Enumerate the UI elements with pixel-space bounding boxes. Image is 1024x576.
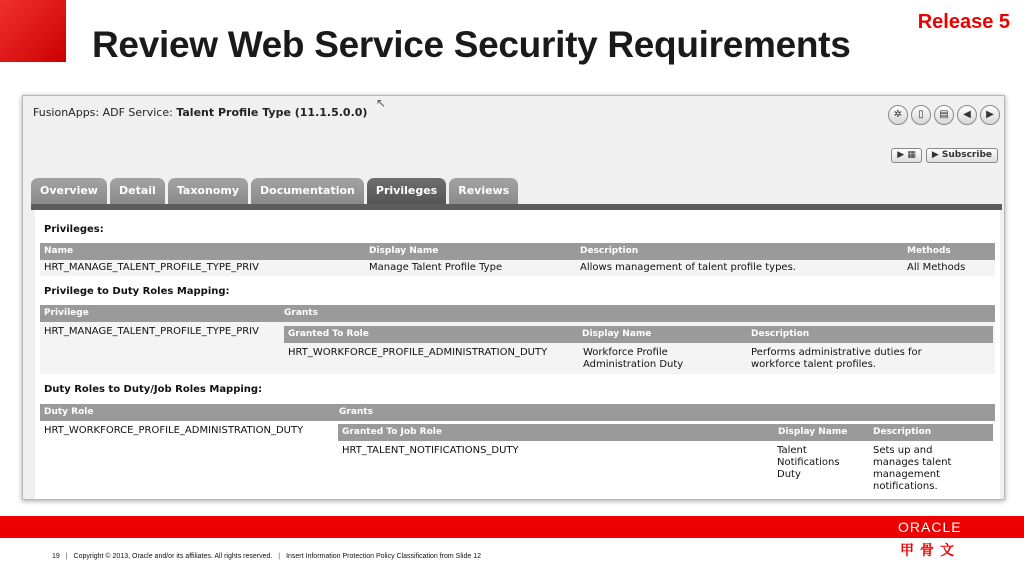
tab-detail[interactable]: Detail	[110, 178, 165, 204]
duty-grants-header	[284, 326, 993, 343]
footer	[52, 553, 481, 560]
privilege-description: Allows management of talent profile types.	[580, 262, 796, 273]
job-description-line-4: notifications.	[873, 481, 938, 492]
duty-privilege: HRT_MANAGE_TALENT_PROFILE_TYPE_PRIV	[44, 326, 259, 337]
duty-mapping-header	[40, 305, 995, 322]
job-grants-header	[338, 424, 993, 441]
footer-copyright: Copyright © 2013, Oracle and/or its affiliates. All rights reserved.	[73, 553, 273, 560]
service-header	[33, 106, 367, 119]
col-description: Description	[580, 246, 639, 256]
duty-display-line-1: Workforce Profile	[583, 347, 668, 358]
col-role-description: Description	[751, 329, 810, 339]
duty-description-line-1: Performs administrative duties for	[751, 347, 922, 358]
privileges-title: Privileges:	[44, 224, 104, 235]
job-mapping-title: Duty Roles to Duty/Job Roles Mapping:	[44, 384, 263, 395]
mouse-cursor-icon: ↖	[376, 96, 387, 110]
job-description-line-1: Sets up and	[873, 445, 933, 456]
service-window	[22, 95, 1005, 500]
privileges-panel	[35, 210, 1000, 499]
subscribe-button[interactable]: ▶ Subscribe	[926, 148, 998, 163]
duty-mapping-title: Privilege to Duty Roles Mapping:	[44, 286, 230, 297]
job-mapping-header	[40, 404, 995, 421]
duty-role: HRT_WORKFORCE_PROFILE_ADMINISTRATION_DUTY	[288, 347, 548, 358]
col-methods: Methods	[907, 246, 951, 256]
col-duty-role: Duty Role	[44, 407, 94, 417]
col-display-name: Display Name	[369, 246, 439, 256]
print-icon[interactable]: ▤	[934, 105, 954, 125]
footer-divider: |	[278, 553, 281, 560]
red-corner-decoration	[0, 0, 66, 62]
col-job-grants: Grants	[339, 407, 373, 417]
col-job-display-name: Display Name	[778, 427, 848, 437]
footer-red-band	[0, 516, 1024, 538]
oracle-logo: ORACLE	[898, 519, 962, 535]
job-description-line-3: management	[873, 469, 940, 480]
nav-icon-group	[888, 105, 1000, 125]
release-label: Release 5	[917, 11, 1010, 33]
tab-documentation[interactable]: Documentation	[251, 178, 364, 204]
col-privilege: Privilege	[44, 308, 89, 318]
tab-taxonomy[interactable]: Taxonomy	[168, 178, 248, 204]
job-duty-role: HRT_WORKFORCE_PROFILE_ADMINISTRATION_DUTY	[44, 425, 304, 436]
excel-export-button[interactable]: ▶ ▦	[891, 148, 922, 163]
action-buttons	[891, 148, 998, 163]
service-name: Talent Profile Type (11.1.5.0.0)	[176, 106, 368, 119]
col-name: Name	[44, 246, 74, 256]
footer-policy: Insert Information Protection Policy Classification from Slide 12	[286, 553, 481, 560]
footer-page: 19	[52, 553, 60, 560]
col-grants: Grants	[284, 308, 318, 318]
forward-icon[interactable]: ▶	[980, 105, 1000, 125]
tab-privileges[interactable]: Privileges	[367, 178, 446, 204]
slide-title: Review Web Service Security Requirements	[92, 24, 851, 65]
job-display-line-3: Duty	[777, 469, 801, 480]
duty-description-line-2: workforce talent profiles.	[751, 359, 876, 370]
privilege-methods: All Methods	[907, 262, 966, 273]
privileges-header	[40, 243, 995, 260]
job-role: HRT_TALENT_NOTIFICATIONS_DUTY	[342, 445, 519, 456]
privilege-display-name: Manage Talent Profile Type	[369, 262, 503, 273]
job-display-line-2: Notifications	[777, 457, 840, 468]
privilege-name: HRT_MANAGE_TALENT_PROFILE_TYPE_PRIV	[44, 262, 259, 273]
job-description-line-2: manages talent	[873, 457, 952, 468]
col-job-description: Description	[873, 427, 932, 437]
duty-display-line-2: Administration Duty	[583, 359, 684, 370]
service-prefix: FusionApps: ADF Service:	[33, 106, 173, 119]
clipboard-icon[interactable]: ▯	[911, 105, 931, 125]
back-icon[interactable]: ◀	[957, 105, 977, 125]
footer-divider: |	[65, 553, 68, 560]
col-role-display-name: Display Name	[582, 329, 652, 339]
col-granted-to-role: Granted To Role	[288, 329, 369, 339]
settings-icon[interactable]: ✲	[888, 105, 908, 125]
chinese-logo: 甲骨文	[900, 543, 960, 559]
tab-reviews[interactable]: Reviews	[449, 178, 518, 204]
col-granted-to-job-role: Granted To Job Role	[342, 427, 442, 437]
tab-overview[interactable]: Overview	[31, 178, 107, 204]
job-display-line-1: Talent	[777, 445, 807, 456]
tab-bar	[31, 178, 518, 204]
